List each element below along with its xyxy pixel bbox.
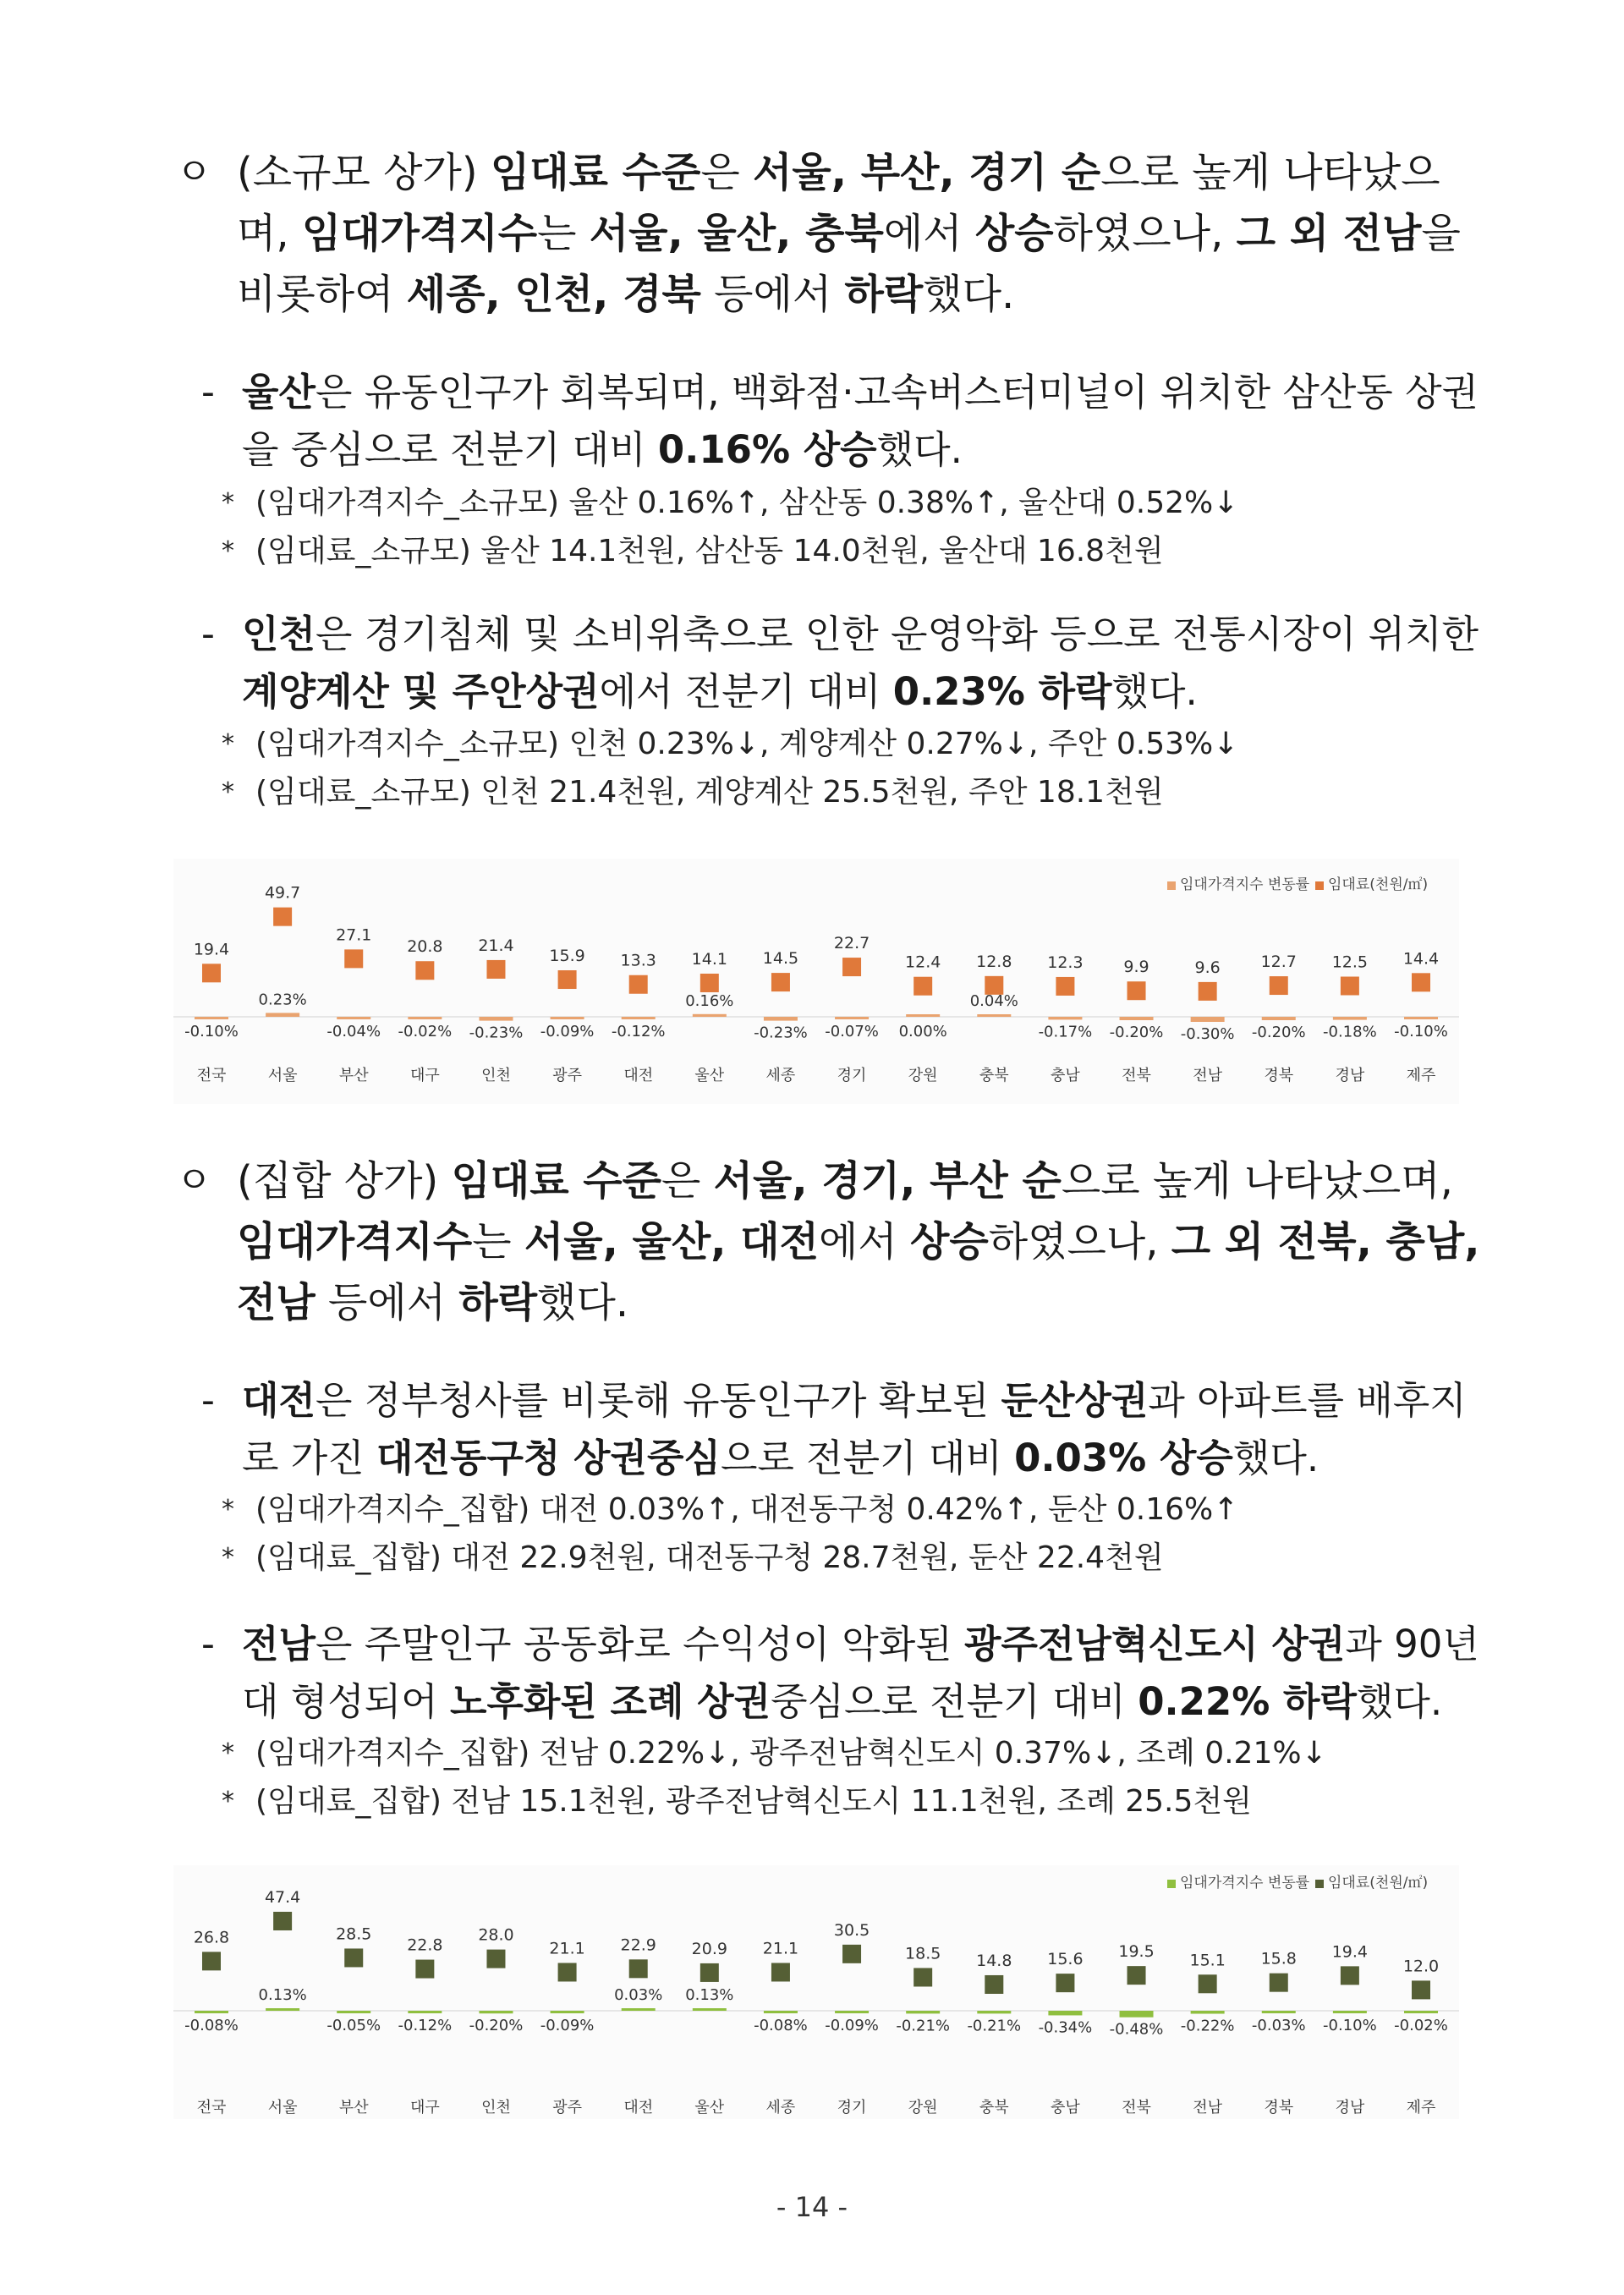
asterisk-icon: * xyxy=(222,488,234,518)
rate-bar xyxy=(1120,2011,1154,2018)
category-label: 전국 xyxy=(196,1067,227,1084)
chart-svg xyxy=(173,1865,1459,2119)
text-run: 하였으나, xyxy=(1053,210,1237,257)
rate-bar xyxy=(1404,2011,1438,2013)
rent-label: 49.7 xyxy=(264,883,301,903)
rate-label: -0.04% xyxy=(326,1023,381,1040)
category-label: 경북 xyxy=(1264,2099,1294,2117)
category-label: 서울 xyxy=(267,1067,298,1084)
rent-marker xyxy=(1270,976,1288,995)
text-run: 에서 xyxy=(883,210,975,257)
rent-marker xyxy=(1056,1974,1074,1992)
text-run: 은 유동인구가 회복되며, 백화점·고속버스터미널이 위치한 삼산동 상권을 중심으로 전분기 대비 xyxy=(242,370,1479,472)
rent-label: 9.9 xyxy=(1123,958,1149,977)
text-run: 는 xyxy=(537,210,590,257)
rate-bar xyxy=(1404,1017,1438,1019)
rent-label: 13.3 xyxy=(620,951,656,970)
rate-label: -0.03% xyxy=(1251,2017,1306,2034)
note-line: * (임대료_집합) 전남 15.1천원, 광주전남혁신도시 11.1천원, 조례 25.5천원 xyxy=(222,1779,1490,1825)
bold-run: 전남 xyxy=(242,1622,315,1666)
rent-label: 19.5 xyxy=(1118,1942,1155,1962)
bold-run: 0.03% 상승 xyxy=(1014,1436,1233,1480)
text-run: 했다. xyxy=(537,1279,629,1326)
text-run: 은 xyxy=(661,1157,714,1205)
category-label: 제주 xyxy=(1406,1067,1436,1084)
section1-item-incheon xyxy=(201,606,1487,721)
bold-run: 계양계산 및 주안상권 xyxy=(242,669,600,714)
rate-label: -0.10% xyxy=(184,1023,239,1040)
rent-label: 18.5 xyxy=(905,1944,941,1963)
rate-bar xyxy=(337,2011,370,2013)
rent-label: 9.6 xyxy=(1194,958,1221,977)
rate-label: -0.20% xyxy=(1251,1024,1306,1041)
rent-label: 20.9 xyxy=(691,1939,727,1958)
category-label: 울산 xyxy=(694,2099,725,2117)
rent-label: 26.8 xyxy=(193,1928,230,1947)
text-run: 은 주말인구 공동화로 수익성이 악화된 xyxy=(315,1622,964,1666)
text-run: 했다. xyxy=(1356,1679,1443,1724)
asterisk-icon: * xyxy=(222,1738,234,1768)
page-number: - 14 - xyxy=(776,2191,848,2223)
rate-bar xyxy=(195,1017,228,1019)
rent-marker xyxy=(1127,981,1146,1000)
note-line: * (임대료_소규모) 울산 14.1천원, 삼산동 14.0천원, 울산대 16.8천원 xyxy=(222,529,1490,574)
rent-label: 27.1 xyxy=(336,925,372,945)
rent-marker xyxy=(1341,977,1359,996)
rent-marker xyxy=(842,1945,861,1963)
rent-marker xyxy=(700,974,719,992)
rate-bar xyxy=(479,2011,513,2013)
rent-marker xyxy=(914,1968,932,1986)
rate-bar xyxy=(551,2011,584,2013)
item-text xyxy=(242,1372,1487,1487)
category-label: 전국 xyxy=(196,2099,227,2117)
rate-label: -0.12% xyxy=(398,2017,453,2034)
category-label: 인천 xyxy=(481,1067,511,1084)
category-label: 부산 xyxy=(338,1067,369,1084)
text-run: 하였으나, xyxy=(988,1218,1171,1266)
rent-label: 12.0 xyxy=(1402,1957,1440,1976)
asterisk-icon: * xyxy=(222,729,234,759)
bold-run: 서울, 울산, 대전 xyxy=(524,1218,819,1266)
category-label: 경기 xyxy=(837,2099,867,2117)
rate-label: -0.17% xyxy=(1038,1023,1093,1041)
rate-label: -0.05% xyxy=(326,2017,381,2034)
category-label: 제주 xyxy=(1406,2099,1436,2117)
category-label: 충남 xyxy=(1051,2099,1080,2117)
legend-swatch-rate xyxy=(1167,881,1176,890)
bold-run: 인천 xyxy=(242,612,315,656)
text-run: 으로 높게 나타났으며, xyxy=(1061,1157,1453,1205)
rent-marker xyxy=(629,975,648,994)
rent-marker xyxy=(1341,1966,1359,1985)
chart-svg xyxy=(173,859,1459,1104)
rent-marker xyxy=(415,961,434,980)
rate-bar xyxy=(1262,2011,1296,2013)
rate-bar xyxy=(1191,1017,1225,1022)
note-line: * (임대가격지수_집합) 전남 0.22%↓, 광주전남혁신도시 0.37%↓, 조례 0.21%↓ xyxy=(222,1731,1490,1776)
rent-label: 12.5 xyxy=(1331,953,1369,972)
rent-marker xyxy=(1199,982,1217,1001)
category-label: 충남 xyxy=(1051,1067,1080,1084)
rent-label: 15.1 xyxy=(1189,1951,1226,1970)
rate-bar xyxy=(408,2011,442,2013)
dash-bullet-icon: - xyxy=(201,371,215,414)
rent-label: 12.4 xyxy=(905,953,941,972)
rate-bar xyxy=(977,2011,1011,2013)
category-label: 경남 xyxy=(1335,1067,1365,1084)
chart-background xyxy=(173,1865,1459,2119)
rate-label: -0.30% xyxy=(1180,1025,1235,1043)
rate-bar xyxy=(906,1014,940,1017)
rate-label: 0.03% xyxy=(614,1986,663,2004)
rate-label: 0.00% xyxy=(898,1023,947,1040)
rate-bar xyxy=(408,1017,442,1019)
rate-bar xyxy=(337,1017,370,1019)
rent-label: 47.4 xyxy=(264,1887,301,1907)
category-label: 경기 xyxy=(837,1067,867,1084)
bold-run: 광주전남혁신도시 상권 xyxy=(964,1622,1346,1666)
rate-label: -0.12% xyxy=(611,1023,666,1040)
section2-bullet xyxy=(176,1150,1487,1333)
rent-label: 22.7 xyxy=(833,934,870,953)
category-label: 울산 xyxy=(694,1067,725,1084)
rent-label: 14.8 xyxy=(976,1951,1012,1970)
category-label: 대전 xyxy=(623,1067,654,1084)
circle-bullet-icon: ㅇ xyxy=(176,151,212,194)
asterisk-icon: * xyxy=(222,1787,234,1816)
rate-bar xyxy=(266,1013,299,1017)
text-run: 을 비롯하여 xyxy=(237,210,1461,318)
category-label: 경북 xyxy=(1264,1067,1294,1084)
note-line: * (임대가격지수_소규모) 인천 0.23%↓, 계양계산 0.27%↓, 주안 0.53%↓ xyxy=(222,722,1490,767)
legend-swatch-rent xyxy=(1315,1880,1324,1888)
text-run: 은 xyxy=(700,149,754,196)
rent-label: 14.1 xyxy=(691,949,727,969)
rate-label: 0.16% xyxy=(685,991,734,1010)
rate-bar xyxy=(1333,1017,1367,1020)
text-run: (집합 상가) xyxy=(237,1157,452,1205)
rate-bar xyxy=(1120,1017,1154,1020)
category-label: 강원 xyxy=(908,1067,938,1084)
rent-label: 21.1 xyxy=(762,1939,799,1958)
rent-label: 21.1 xyxy=(549,1939,585,1958)
rate-label: -0.02% xyxy=(398,1023,453,1040)
rent-marker xyxy=(771,1963,790,1981)
rate-label: -0.10% xyxy=(1323,2017,1377,2034)
rent-label: 22.8 xyxy=(407,1935,443,1955)
rent-label: 14.5 xyxy=(762,949,799,969)
rent-marker xyxy=(558,970,577,989)
note-line: * (임대가격지수_집합) 대전 0.03%↑, 대전동구청 0.42%↑, 둔산 0.16%↑ xyxy=(222,1487,1490,1533)
rent-marker xyxy=(985,1975,1003,1994)
rate-label: -0.48% xyxy=(1109,2020,1164,2039)
text-run: 했다. xyxy=(1232,1436,1320,1480)
bold-run: 상승 xyxy=(974,210,1054,257)
rate-bar xyxy=(693,1014,727,1017)
bold-run: 노후화된 조례 상권 xyxy=(449,1679,771,1724)
text-run: 으로 높게 나타났으며, xyxy=(237,149,1440,257)
legend-label-rent: 임대료(천원/㎡) xyxy=(1328,876,1429,893)
legend-label-rent: 임대료(천원/㎡) xyxy=(1328,1875,1429,1891)
text-run: 했다. xyxy=(923,271,1015,318)
section1-bullet-text xyxy=(237,142,1487,325)
rate-label: -0.09% xyxy=(540,1023,595,1040)
item-text xyxy=(242,606,1487,721)
rent-label: 15.8 xyxy=(1260,1949,1297,1968)
rent-marker xyxy=(1270,1974,1288,1992)
rate-bar xyxy=(1262,1017,1296,1020)
rate-label: -0.20% xyxy=(469,2017,524,2035)
text-run: 등에서 xyxy=(315,1279,459,1326)
small-store-chart xyxy=(173,859,1459,1104)
rent-marker xyxy=(700,1963,719,1982)
text-run: (소규모 상가) xyxy=(237,149,491,196)
rate-bar xyxy=(977,1014,1011,1017)
text-run: 은 경기침체 및 소비위축으로 인한 운영악화 등으로 전통시장이 위치한 xyxy=(315,612,1479,656)
bold-run: 상승 xyxy=(909,1218,989,1266)
category-label: 전북 xyxy=(1122,1067,1151,1084)
legend-swatch-rate xyxy=(1167,1880,1176,1888)
rent-marker xyxy=(1412,1980,1430,1999)
rent-label: 22.9 xyxy=(620,1935,656,1955)
rent-marker xyxy=(486,1950,505,1968)
category-label: 대구 xyxy=(409,2099,440,2117)
bold-run: 대전 xyxy=(242,1378,315,1423)
bold-run: 둔산상권 xyxy=(1001,1378,1149,1423)
category-label: 광주 xyxy=(552,2099,582,2117)
rate-bar xyxy=(906,2011,940,2013)
note-line: * (임대료_집합) 대전 22.9천원, 대전동구청 28.7천원, 둔산 22.4천원 xyxy=(222,1535,1490,1581)
asterisk-icon: * xyxy=(222,1543,234,1573)
bold-run: 그 외 전북, 충남, 전남 xyxy=(237,1218,1480,1326)
text-run: 는 xyxy=(472,1218,524,1266)
text-run: 중심으로 전분기 대비 xyxy=(771,1679,1138,1724)
rent-marker xyxy=(344,1948,363,1967)
category-label: 서울 xyxy=(267,2099,298,2117)
text-run: 등에서 xyxy=(700,271,845,318)
rent-marker xyxy=(344,949,363,968)
rate-label: -0.02% xyxy=(1394,2017,1448,2034)
rate-label: -0.23% xyxy=(469,1024,524,1042)
category-label: 부산 xyxy=(338,2099,369,2117)
rent-label: 30.5 xyxy=(833,1920,870,1940)
rent-label: 19.4 xyxy=(1331,1942,1369,1962)
rent-marker xyxy=(771,973,790,991)
bold-run: 임대가격지수 xyxy=(301,210,538,257)
bold-run: 임대료 수준 xyxy=(490,149,701,196)
rent-label: 21.4 xyxy=(478,936,514,955)
rate-bar xyxy=(1333,2011,1367,2013)
category-label: 강원 xyxy=(908,2099,938,2117)
rate-label: -0.08% xyxy=(754,2017,808,2034)
section2-item-daejeon xyxy=(201,1372,1487,1487)
bold-run: 0.16% 상승 xyxy=(657,427,877,472)
text-run: 했다. xyxy=(1111,669,1198,714)
legend-label-rate: 임대가격지수 변동률 xyxy=(1180,876,1310,893)
rent-label: 12.8 xyxy=(976,952,1012,971)
bold-run: 울산 xyxy=(242,370,315,415)
rent-marker xyxy=(914,977,932,996)
rent-label: 20.8 xyxy=(407,937,443,957)
rate-label: -0.09% xyxy=(825,2017,879,2034)
rent-marker xyxy=(629,1959,648,1978)
text-run: 에서 xyxy=(818,1218,910,1266)
rent-marker xyxy=(558,1963,577,1981)
text-run: 과 90년대 형성되어 xyxy=(242,1622,1479,1724)
rent-marker xyxy=(1412,973,1430,991)
rate-label: 0.13% xyxy=(258,1986,307,2004)
category-label: 충북 xyxy=(979,1067,1009,1084)
rate-label: -0.10% xyxy=(1394,1023,1448,1040)
item-text xyxy=(242,364,1487,479)
section2-bullet-text xyxy=(237,1150,1487,1333)
rate-bar xyxy=(266,2008,299,2011)
bold-run: 임대료 수준 xyxy=(451,1157,662,1205)
text-run: 했다. xyxy=(876,427,963,472)
category-label: 전북 xyxy=(1122,2099,1151,2117)
rent-marker xyxy=(1127,1966,1146,1985)
rate-label: 0.04% xyxy=(969,992,1018,1010)
bold-run: 하락 xyxy=(844,271,924,318)
bold-run: 세종, 인천, 경북 xyxy=(406,271,701,318)
category-label: 전남 xyxy=(1193,2099,1223,2117)
category-label: 경남 xyxy=(1335,2099,1365,2117)
rate-label: -0.09% xyxy=(540,2017,595,2034)
rent-marker xyxy=(842,958,861,976)
rate-bar xyxy=(622,2008,656,2011)
dash-bullet-icon: - xyxy=(201,612,215,656)
rent-label: 15.6 xyxy=(1047,1950,1084,1969)
text-run: 에서 전분기 대비 xyxy=(599,669,893,714)
note-line: * (임대가격지수_소규모) 울산 0.16%↑, 삼산동 0.38%↑, 울산대 0.52%↓ xyxy=(222,480,1490,526)
bold-run: 0.23% 하락 xyxy=(892,669,1112,714)
rate-bar xyxy=(551,1017,584,1019)
category-label: 대전 xyxy=(623,2099,654,2117)
rate-label: -0.08% xyxy=(184,2017,239,2034)
rate-label: -0.21% xyxy=(896,2017,951,2035)
rent-label: 19.4 xyxy=(193,940,230,959)
category-label: 인천 xyxy=(481,2099,511,2117)
rent-label: 12.7 xyxy=(1260,953,1297,972)
rent-label: 15.9 xyxy=(549,947,585,966)
rent-label: 12.3 xyxy=(1047,953,1084,972)
circle-bullet-icon: ㅇ xyxy=(176,1159,212,1202)
rent-marker xyxy=(486,960,505,979)
rate-bar xyxy=(835,2011,869,2013)
category-label: 전남 xyxy=(1193,1067,1223,1084)
rent-marker xyxy=(1199,1974,1217,1993)
bold-run: 대전동구청 상권중심 xyxy=(376,1436,721,1480)
rate-label: 0.13% xyxy=(685,1986,734,2004)
rate-bar xyxy=(693,2008,727,2011)
text-run: 은 정부청사를 비롯해 유동인구가 확보된 xyxy=(315,1378,1001,1423)
rate-label: -0.23% xyxy=(754,1024,808,1042)
section1-bullet xyxy=(176,142,1487,325)
rent-label: 28.5 xyxy=(336,1924,372,1944)
rate-label: -0.21% xyxy=(967,2017,1022,2035)
bold-run: 임대가격지수 xyxy=(237,1218,473,1266)
category-label: 광주 xyxy=(552,1067,582,1084)
rent-marker xyxy=(273,1912,292,1930)
text-run: 으로 전분기 대비 xyxy=(720,1436,1015,1480)
category-label: 대구 xyxy=(409,1067,440,1084)
aggregate-store-chart xyxy=(173,1865,1459,2119)
rate-bar xyxy=(479,1017,513,1021)
legend-swatch-rent xyxy=(1315,881,1324,890)
item-text xyxy=(242,1616,1487,1731)
note-line: * (임대료_소규모) 인천 21.4천원, 계양계산 25.5천원, 주안 18.1천원 xyxy=(222,770,1490,815)
rent-marker xyxy=(415,1960,434,1979)
bold-run: 그 외 전남 xyxy=(1236,210,1422,257)
dash-bullet-icon: - xyxy=(201,1622,215,1666)
rate-label: -0.18% xyxy=(1323,1023,1377,1041)
rate-bar xyxy=(1048,2011,1082,2015)
asterisk-icon: * xyxy=(222,536,234,566)
legend-label-rate: 임대가격지수 변동률 xyxy=(1180,1875,1310,1891)
rate-label: 0.23% xyxy=(258,991,307,1009)
bold-run: 0.22% 하락 xyxy=(1138,1679,1357,1724)
rate-bar xyxy=(622,1017,656,1019)
rate-label: -0.34% xyxy=(1038,2018,1093,2037)
category-label: 세종 xyxy=(765,1067,796,1084)
bold-run: 서울, 부산, 경기 순 xyxy=(753,149,1101,196)
section1-item-ulsan xyxy=(201,364,1487,479)
bold-run: 서울, 울산, 충북 xyxy=(589,210,884,257)
section2-item-jeonnam xyxy=(201,1616,1487,1731)
rate-bar xyxy=(835,1017,869,1019)
rent-marker xyxy=(202,964,221,982)
rent-label: 14.4 xyxy=(1402,949,1440,969)
rate-bar xyxy=(1048,1017,1082,1019)
rate-bar xyxy=(764,1017,798,1021)
rate-label: -0.22% xyxy=(1180,2017,1235,2035)
rent-marker xyxy=(1056,977,1074,996)
rent-marker xyxy=(202,1952,221,1970)
rent-marker xyxy=(273,908,292,926)
rate-label: -0.07% xyxy=(825,1023,879,1040)
asterisk-icon: * xyxy=(222,777,234,807)
bold-run: 하락 xyxy=(458,1279,538,1326)
text-run: 과 아파트를 배후지로 가진 xyxy=(242,1378,1467,1480)
category-label: 세종 xyxy=(765,2099,796,2117)
rent-label: 28.0 xyxy=(478,1925,514,1945)
rate-bar xyxy=(1191,2011,1225,2014)
rate-label: -0.20% xyxy=(1109,1024,1164,1041)
category-label: 충북 xyxy=(979,2099,1009,2117)
rate-bar xyxy=(195,2011,228,2013)
bold-run: 서울, 경기, 부산 순 xyxy=(713,1157,1062,1205)
rate-bar xyxy=(764,2011,798,2013)
asterisk-icon: * xyxy=(222,1495,234,1524)
dash-bullet-icon: - xyxy=(201,1379,215,1422)
